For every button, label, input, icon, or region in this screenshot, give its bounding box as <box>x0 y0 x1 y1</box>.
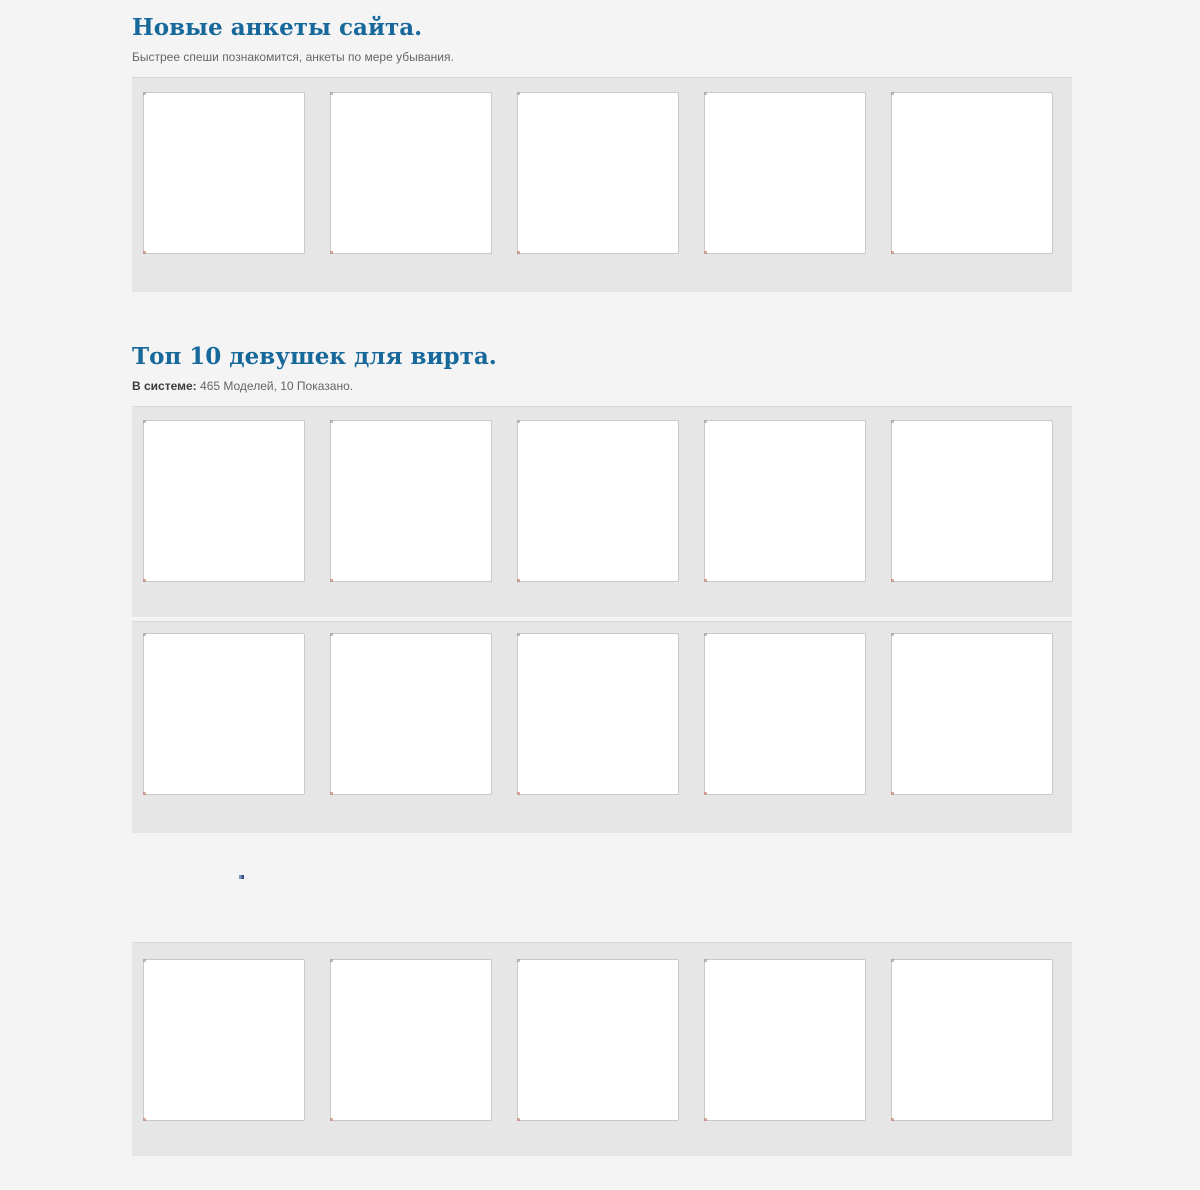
section-subtitle-new-profiles: Быстрее спеши познакомится, анкеты по мере убывания. <box>132 50 454 64</box>
model-card-placeholder[interactable] <box>143 92 305 254</box>
section-subtitle-top10 <box>132 379 1072 394</box>
model-card-placeholder[interactable] <box>891 633 1053 795</box>
model-card-placeholder[interactable] <box>330 92 492 254</box>
model-card-placeholder[interactable] <box>517 420 679 582</box>
system-count-value: 465 Моделей, 10 Показано. <box>200 379 354 393</box>
model-card-placeholder[interactable] <box>143 959 305 1121</box>
model-card-placeholder[interactable] <box>704 420 866 582</box>
model-card-placeholder[interactable] <box>143 420 305 582</box>
bottom-card-row <box>132 942 1072 1156</box>
model-card-placeholder[interactable] <box>330 633 492 795</box>
model-card-placeholder[interactable] <box>891 959 1053 1121</box>
system-count-label: В системе: <box>132 379 197 393</box>
top10-card-row-1 <box>132 406 1072 617</box>
model-card-placeholder[interactable] <box>330 420 492 582</box>
model-card-placeholder[interactable] <box>330 959 492 1121</box>
new-profiles-card-row <box>132 77 1072 292</box>
model-card-placeholder[interactable] <box>143 633 305 795</box>
top10-card-row-2 <box>132 621 1072 833</box>
model-card-placeholder[interactable] <box>517 633 679 795</box>
section-title-new-profiles: Новые анкеты сайта. <box>132 14 423 41</box>
model-card-placeholder[interactable] <box>704 959 866 1121</box>
main-content <box>132 0 1072 1156</box>
model-card-placeholder[interactable] <box>517 92 679 254</box>
stray-broken-image-artifact <box>239 875 244 879</box>
model-card-placeholder[interactable] <box>704 633 866 795</box>
model-card-placeholder[interactable] <box>704 92 866 254</box>
model-card-placeholder[interactable] <box>891 92 1053 254</box>
section-title-top10: Топ 10 девушек для вирта. <box>132 343 497 370</box>
model-card-placeholder[interactable] <box>517 959 679 1121</box>
model-card-placeholder[interactable] <box>891 420 1053 582</box>
